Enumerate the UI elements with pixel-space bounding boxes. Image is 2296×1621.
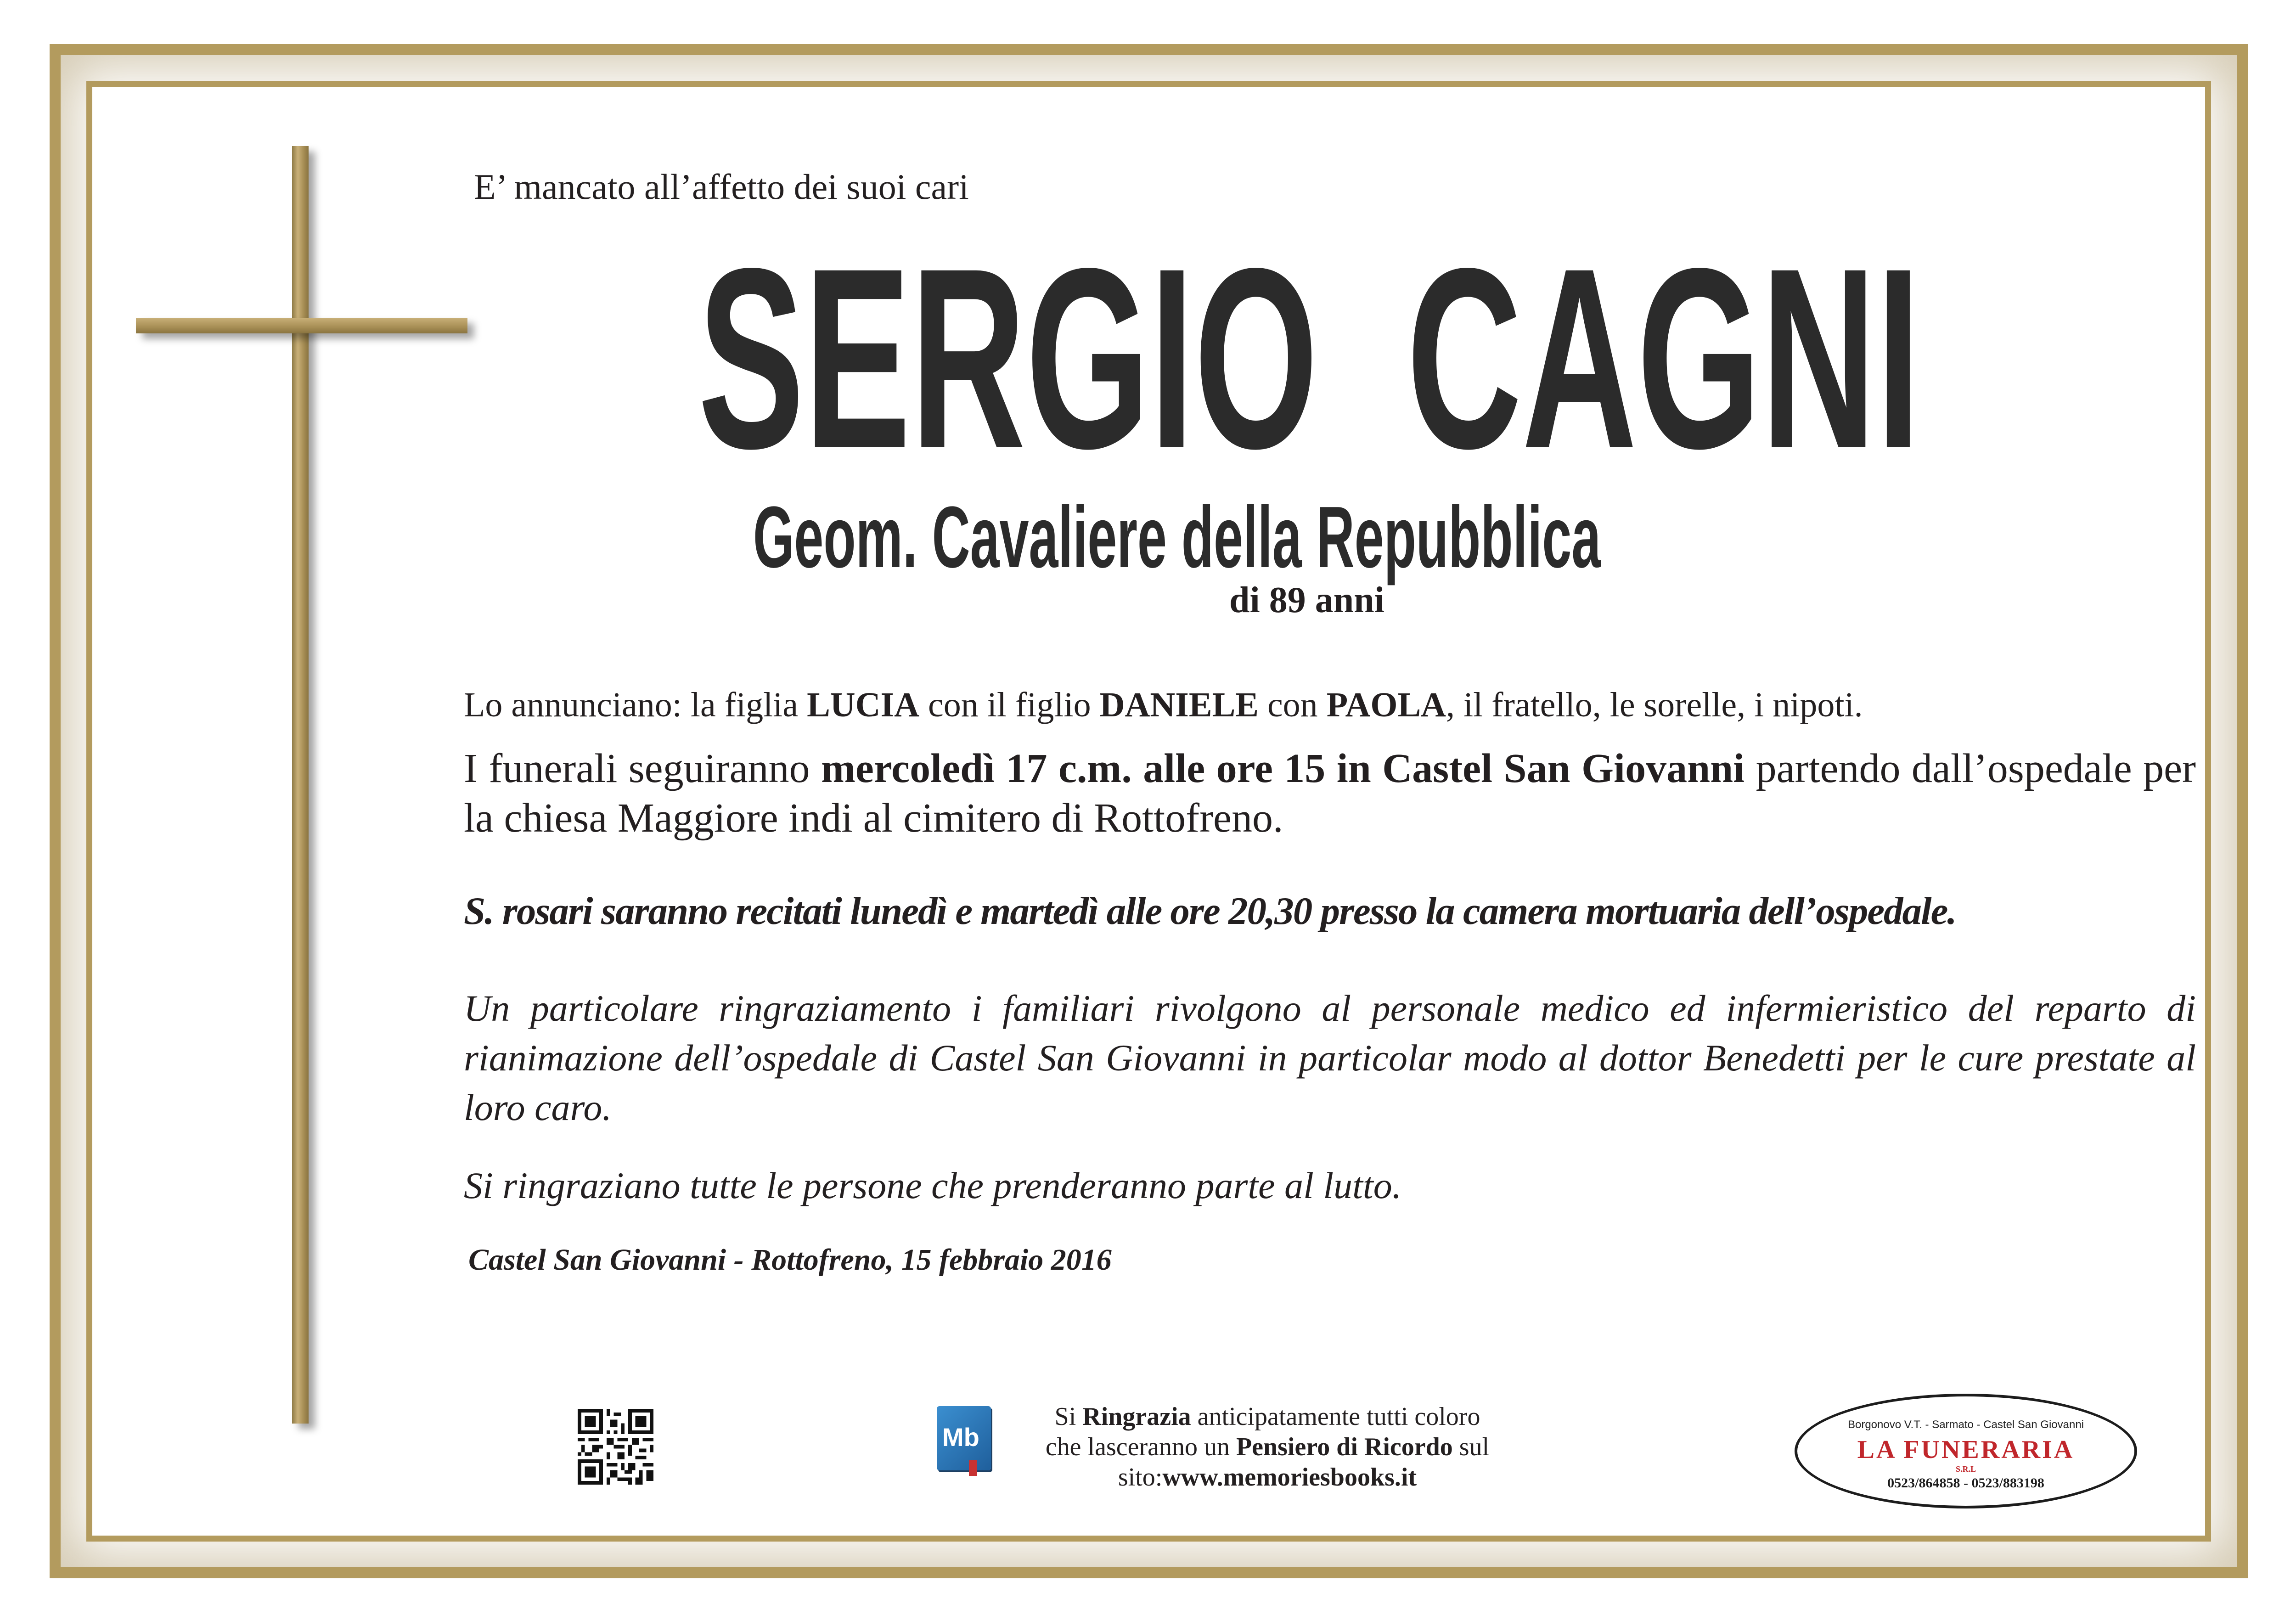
cross-vertical-bar <box>292 146 309 1424</box>
name-paola: PAOLA <box>1326 686 1446 724</box>
announcement-line: Lo annunciano: la figlia LUCIA con il figlio DANIELE con PAOLA, il fratello, le sorelle, i nipoti. <box>464 686 1863 724</box>
name-lucia: LUCIA <box>807 686 920 724</box>
deceased-name: SERGIO CAGNI <box>698 214 1921 502</box>
agency-towns: Borgonovo V.T. - Sarmato - Castel San Giovanni <box>1847 1418 2084 1431</box>
agency-phones: 0523/864858 - 0523/883198 <box>1887 1475 2044 1491</box>
memoriesbooks-link[interactable]: www.memoriesbooks.it <box>1162 1463 1417 1492</box>
thanks-paragraph: Un particolare ringraziamento i familiari rivolgono al personale medico ed infermieristico del reparto di rianimazione dell’ospedale di Castel San Giovanni in particolar modo al dottor Benedetti per le cure prestate al loro caro. <box>464 987 2196 1128</box>
agency-name: LA FUNERARIA <box>1857 1435 2075 1464</box>
memoriesbooks-logo-icon[interactable] <box>937 1406 994 1475</box>
mb-logo-label: Mb <box>942 1423 979 1452</box>
age-line: di 89 anni <box>1229 580 1384 620</box>
honorific-title: Geom. Cavaliere della Repubblica <box>753 489 1601 586</box>
rosary-notice: S. rosari saranno recitati lunedì e martedì alle ore 20,30 presso la camera mortuaria dell’ospedale. <box>464 889 1956 933</box>
memoriesbooks-message: Si Ringrazia anticipatamente tutti coloro che lasceranno un Pensiero di Ricordo sul sito:www.memoriesbooks.it <box>1045 1402 1490 1492</box>
qr-code-icon[interactable] <box>578 1409 653 1485</box>
place-date: Castel San Giovanni - Rottofreno, 15 febbraio 2016 <box>468 1243 1112 1277</box>
funeral-date-place: mercoledì 17 c.m. alle ore 15 in Castel San Giovanni <box>821 746 1745 791</box>
agency-suffix: S.R.L <box>1955 1464 1976 1474</box>
closing-thanks: Si ringraziano tutte le persone che prenderanno parte al lutto. <box>464 1165 1402 1206</box>
name-daniele: DANIELE <box>1099 686 1259 724</box>
intro-line: E’ mancato all’affetto dei suoi cari <box>474 167 969 207</box>
cross-horizontal-bar <box>136 318 467 333</box>
funeral-agency-seal <box>1795 1394 2137 1508</box>
bookmark-ribbon <box>969 1460 977 1476</box>
funeral-details: I funerali seguiranno mercoledì 17 c.m. alle ore 15 in Castel San Giovanni partendo dall’ospedale per la chiesa Maggiore indi al cimitero di Rottofreno. <box>464 746 2196 841</box>
